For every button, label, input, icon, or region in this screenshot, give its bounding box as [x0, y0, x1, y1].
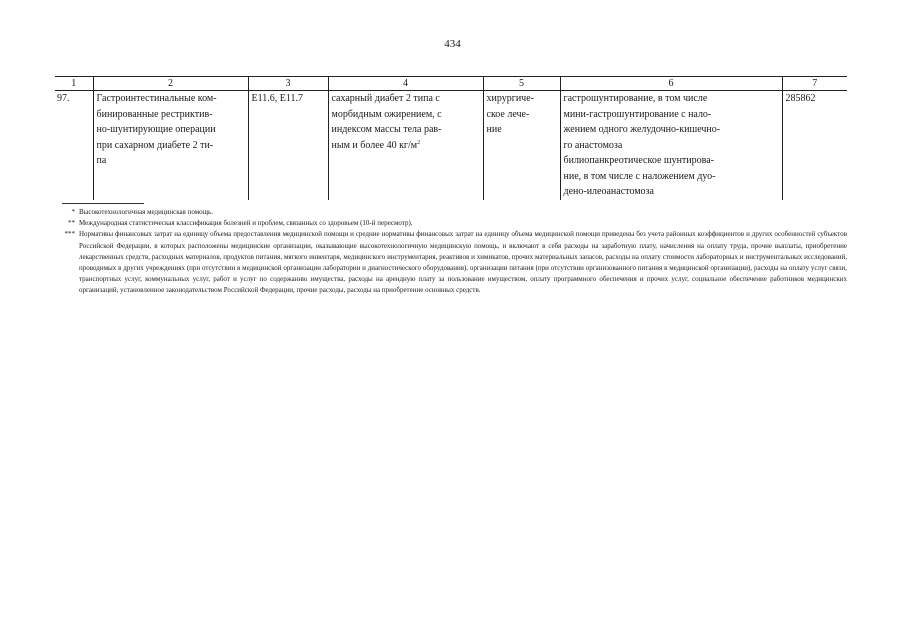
- footnote-3: [55, 229, 847, 296]
- table-row: [55, 91, 847, 200]
- column-header-1: 1: [55, 77, 93, 91]
- vmp-table: [55, 76, 847, 200]
- column-header-3: 3: [248, 77, 328, 91]
- footnote-text: Международная статистическая классификация болезней и проблем, связанных со здоровьем (10-й пересмотр).: [79, 219, 413, 228]
- footnote-2: [55, 218, 847, 229]
- patient-model: [328, 91, 483, 200]
- cost-norm: 285862: [782, 91, 847, 200]
- row-number: 97.: [57, 93, 70, 104]
- column-header-6: 6: [560, 77, 782, 91]
- footnote-divider: [62, 203, 144, 204]
- treatment-type: хирургиче- ское лече- ние: [483, 91, 560, 200]
- treatment-method: гастрошунтирование, в том числе мини-гастрошунтирование с нало- жением одного желудочно-кишечно- го анастомоза билиопанкреотическое шунтирова- ние, в том числе с наложением дуо- дено-илеоанастомоза: [560, 91, 782, 200]
- column-header-7: 7: [782, 77, 847, 91]
- column-header-2: 2: [93, 77, 248, 91]
- superscript-2: 2: [417, 139, 421, 146]
- footnote-1: [55, 207, 847, 218]
- patient-model-text: сахарный диабет 2 типа с морбидным ожирением, с индексом массы тела рав- ным и более 40 кг/м: [331, 93, 442, 151]
- footnote-text: Нормативы финансовых затрат на единицу объема предоставления медицинской помощи и средние нормативы финансовых затрат на единицу объема медицинской помощи приведены без учета районных коэффициентов и других особенностей субъектов Российской Федерации, в которых расположены медицинские организации, оказывающие высокотехнологичную медицинскую помощь, и включают в себя расходы на заработную плату, начисления на оплату труда, прочие выплаты, приобретение лекарственных средств, расходных материалов, продуктов питания, мягкого инвентаря, медицинского инструментария, реактивов и химикатов, прочих материальных запасов, расходы на оплату стоимости лабораторных и инструментальных исследований, проводимых в других учреждениях (при отсутствии в медицинской организации лаборатории и диагностического оборудования), организации питания (при отсутствии организованного питания в медицинской организации), расходы на оплату услуг связи, транспортных услуг, коммунальных услуг, работ и услуг по содержанию имущества, расходы на арендную плату за пользование имуществом, оплату программного обеспечения и прочих услуг, социальное обеспечение работников медицинских организаций, установленное законодательством Российской Федерации, прочие расходы, расходы на приобретение основных средств.: [79, 230, 847, 295]
- vmp-group-name: Гастроинтестинальные ком- бинированные рестриктив- но-шунтирующие операции при сахарном диабете 2 ти- па: [93, 91, 248, 200]
- column-number-row: [55, 77, 847, 91]
- footnote-mark: ***: [64, 230, 75, 239]
- page-number: 434: [444, 38, 461, 50]
- column-header-4: 4: [328, 77, 483, 91]
- footnote-text: Высокотехнологичная медицинская помощь.: [79, 208, 213, 216]
- icd-codes: E11.6, E11.7: [248, 91, 328, 200]
- footnote-mark: *: [71, 208, 75, 216]
- column-header-5: 5: [483, 77, 560, 91]
- footnotes: [55, 207, 847, 297]
- footnote-mark: **: [68, 219, 75, 228]
